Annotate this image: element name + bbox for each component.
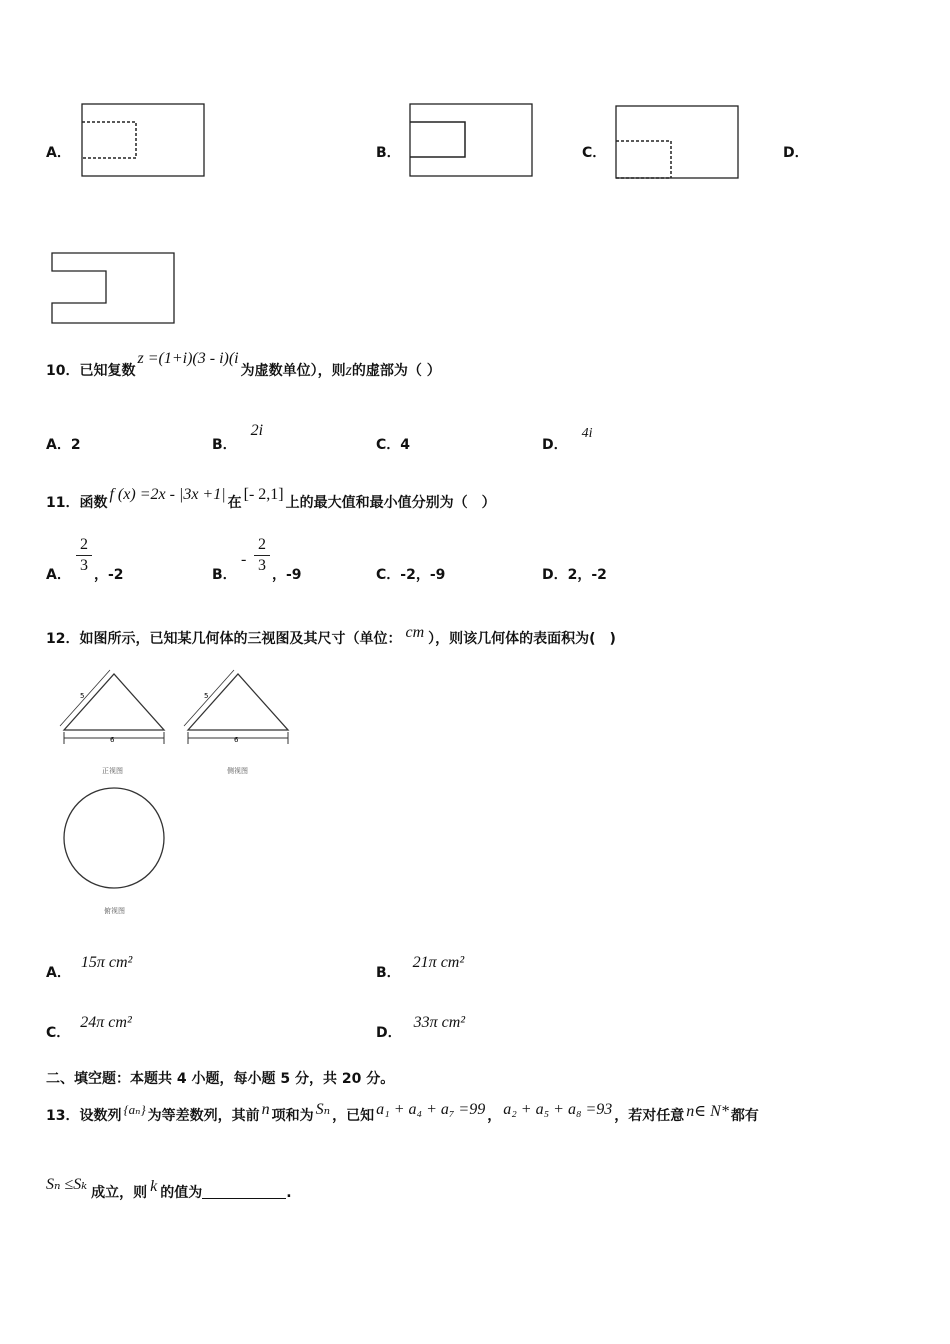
q11-option-b-bar [254, 555, 270, 556]
q10-option-b-label: B． [212, 437, 237, 453]
q12-number: 12． [46, 631, 80, 647]
q13-ineq: Sₙ ≤Sₖ [46, 1176, 88, 1193]
q11-interval: [- 2,1] [243, 486, 284, 503]
q10-option-a-value: 2 [70, 437, 81, 453]
q13-stem-line1 [46, 1101, 759, 1125]
q9-option-d-figure [50, 251, 180, 327]
q12-option-b-value: 21π cm² [412, 954, 465, 971]
q13-answer-blank[interactable] [202, 1184, 286, 1199]
q12-option-c-value: 24π cm² [80, 1014, 132, 1031]
q12-side-caption: 侧视图 [227, 767, 248, 775]
q11-option-b-fraction [254, 536, 270, 575]
q12-option-d-label: D． [376, 1025, 402, 1041]
q10-text-end: 的虚部为（ ） [351, 363, 441, 379]
q13-comma: ， [487, 1108, 502, 1124]
q10-option-c-label: C． [376, 437, 401, 453]
q11-option-d-label: D． [542, 567, 568, 583]
q11-number: 11． [46, 495, 80, 511]
q11-option-b-num: 2 [258, 536, 266, 553]
q13-t5: ，若对任意 [614, 1108, 685, 1124]
q11-option-b-rest: ，-9 [272, 567, 302, 583]
q12-side-slant-dim: 5 [204, 692, 209, 700]
section-2-heading: 二、填空题：本题共 4 小题，每小题 5 分，共 20 分。 [46, 1071, 395, 1087]
q11-option-d [542, 564, 607, 584]
q12-option-a-label: A． [46, 965, 71, 981]
q13-cond: n∈ N* [686, 1103, 729, 1120]
q12-text-before: 如图所示，已知某几何体的三视图及其尺寸（单位： [79, 631, 402, 647]
q12-front-base-dim: 6 [110, 736, 115, 744]
q12-front-view [58, 664, 168, 748]
q11-option-a [46, 564, 71, 584]
q11-option-c-label: C． [376, 567, 401, 583]
q10-option-d-value: 4i [581, 426, 593, 441]
q9-option-b-figure [408, 102, 536, 178]
q12-option-d [376, 1014, 466, 1042]
q12-option-a-value: 15π cm² [80, 954, 133, 971]
q13-eq2: a₂ + a₅ + a₈ =93 [503, 1101, 613, 1118]
q11-mid: 在 [227, 495, 242, 511]
q11-option-a-fraction [76, 536, 92, 575]
q12-option-d-value: 33π cm² [413, 1014, 466, 1031]
q9-option-a-label: A． [46, 145, 71, 161]
q10-option-b-value: 2i [250, 422, 264, 439]
q10-option-d-label: D． [542, 437, 568, 453]
q13-t4: ，已知 [332, 1108, 375, 1124]
q12-side-view [182, 664, 292, 748]
q10-formula: z =(1+i)(3 - i)(i [137, 350, 239, 367]
q10-number: 10． [46, 363, 80, 379]
q13-t6: 都有 [730, 1108, 759, 1124]
q12-option-c-label: C． [46, 1025, 71, 1041]
q12-stem [46, 624, 616, 648]
q11-option-a-label: A． [46, 567, 71, 583]
q11-option-c-value: -2，-9 [400, 567, 446, 583]
q13-t8: 的值为 [160, 1185, 203, 1201]
q10-option-a [46, 434, 81, 454]
q9-option-c-label: C． [582, 145, 607, 161]
q13-t3: 项和为 [271, 1108, 314, 1124]
q10-option-c [376, 434, 410, 454]
q11-stem [46, 486, 496, 512]
q12-top-caption: 俯视图 [104, 907, 125, 915]
q13-n: n [261, 1101, 270, 1118]
q9-option-c-figure [614, 104, 742, 182]
q13-number: 13． [46, 1108, 80, 1124]
q11-option-b-label: B． [212, 567, 237, 583]
q12-option-b [376, 954, 465, 982]
q13-sn: Sₙ [315, 1101, 331, 1118]
q9-option-d-label: D． [783, 145, 809, 161]
q13-seq: {aₙ} [123, 1102, 146, 1117]
q11-option-b-den: 3 [258, 557, 266, 574]
q12-text-after: ），则该几何体的表面积为( ) [428, 631, 616, 647]
q12-top-view [60, 786, 170, 892]
q13-t7: 成立，则 [91, 1185, 148, 1201]
q12-option-a [46, 954, 133, 982]
q11-option-b-sign: - [241, 551, 247, 568]
q11-option-c [376, 564, 445, 584]
q12-front-slant-dim: 5 [80, 692, 85, 700]
q9-option-a-figure [80, 102, 208, 178]
q12-option-c [46, 1014, 132, 1042]
q12-front-caption: 正视图 [102, 767, 123, 775]
q9-option-b-label: B． [376, 145, 401, 161]
q11-text-after: 上的最大值和最小值分别为（ ） [285, 495, 496, 511]
q13-k: k [150, 1178, 158, 1195]
q10-stem [46, 350, 441, 380]
q12-option-b-label: B． [376, 965, 401, 981]
q11-text-before: 函数 [79, 495, 108, 511]
q12-side-base-dim: 6 [234, 736, 239, 744]
q11-option-a-den: 3 [80, 557, 88, 574]
q11-option-a-bar [76, 555, 92, 556]
q12-unit: cm [405, 624, 425, 641]
q13-t9: . [286, 1185, 292, 1201]
q10-var: z [345, 362, 352, 379]
q10-text-after: 为虚数单位），则 [240, 363, 346, 379]
q10-option-b [212, 422, 264, 454]
q13-eq1: a₁ + a₄ + a₇ =99 [376, 1101, 486, 1118]
q10-option-a-label: A． [46, 437, 71, 453]
q11-option-a-num: 2 [80, 536, 88, 553]
q11-option-b [212, 564, 237, 584]
q13-t2: 为等差数列，其前 [147, 1108, 260, 1124]
q11-option-d-value: 2，-2 [567, 567, 607, 583]
q10-text-before: 已知复数 [79, 363, 136, 379]
q10-option-d [542, 426, 593, 454]
q10-option-c-value: 4 [400, 437, 411, 453]
q11-option-a-rest: ，-2 [94, 567, 124, 583]
q13-stem-line2 [46, 1176, 292, 1202]
q11-formula: f (x) =2x - |3x +1| [109, 486, 226, 503]
q13-t1: 设数列 [79, 1108, 122, 1124]
